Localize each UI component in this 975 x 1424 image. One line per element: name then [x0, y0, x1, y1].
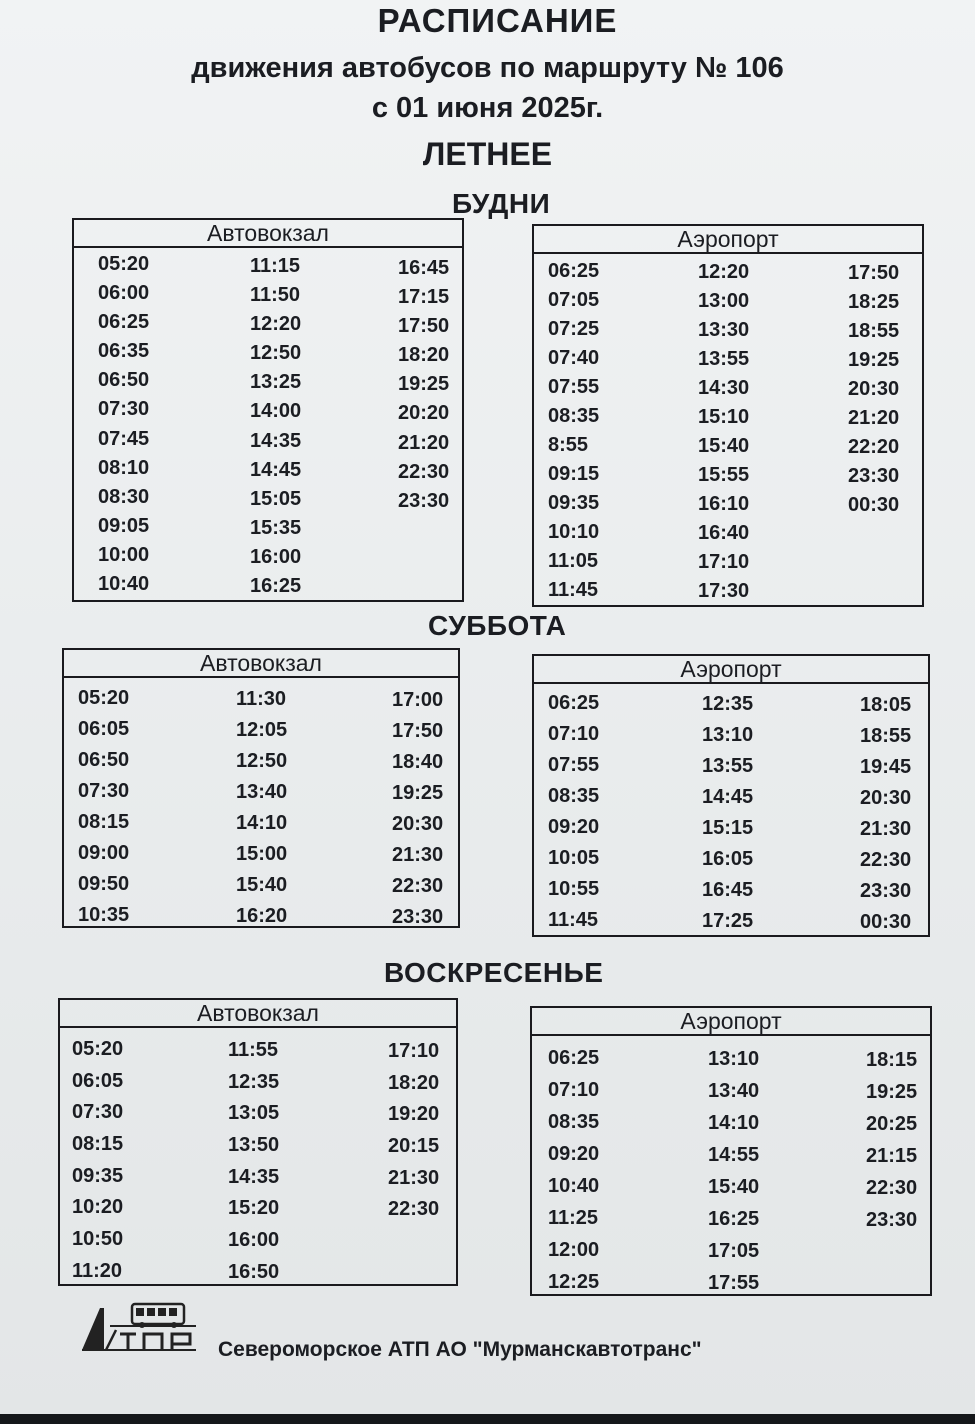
departure-time: 06:50	[98, 369, 150, 392]
departure-time: 19:25	[392, 782, 444, 804]
departure-time: 11:05	[548, 550, 599, 572]
time-column	[702, 689, 753, 937]
departure-time: 10:00	[98, 543, 150, 566]
departure-time: 16:40	[698, 522, 750, 544]
departure-time: 12:25	[548, 1271, 600, 1293]
time-column	[398, 254, 449, 516]
departure-time: 12:20	[250, 313, 302, 336]
departure-time: 20:30	[860, 787, 912, 809]
departure-time: 17:00	[392, 689, 444, 711]
departure-time: 14:35	[228, 1165, 280, 1188]
time-column	[548, 1042, 599, 1298]
departure-time: 15:15	[702, 817, 754, 839]
departure-time: 21:20	[848, 407, 900, 429]
sunday-airport-table	[530, 1006, 932, 1296]
departure-time: 07:30	[78, 780, 130, 802]
departure-time: 20:30	[392, 813, 444, 835]
departure-time: 18:20	[398, 344, 450, 367]
departure-time: 08:30	[98, 485, 150, 508]
departure-time: 16:25	[250, 575, 302, 598]
departure-time: 13:40	[236, 781, 288, 803]
departure-time: 07:25	[548, 318, 600, 340]
departure-time: 17:10	[388, 1040, 440, 1062]
departure-time: 12:50	[250, 342, 302, 365]
departure-time: 16:05	[702, 848, 754, 870]
departure-time: 11:50	[250, 284, 301, 307]
time-column	[388, 1036, 439, 1226]
departure-time: 13:05	[228, 1102, 280, 1125]
departure-time: 21:30	[388, 1166, 440, 1189]
time-column	[236, 684, 287, 932]
departure-time: 10:10	[548, 521, 600, 543]
departure-time: 20:15	[388, 1135, 440, 1158]
section-title-saturday: СУББОТА	[428, 610, 567, 641]
departure-time: 11:15	[250, 255, 301, 277]
departure-time: 19:45	[860, 756, 912, 778]
departure-time: 18:05	[860, 694, 912, 716]
departure-time: 16:25	[708, 1208, 760, 1230]
table-header: Автовокзал	[60, 1000, 456, 1028]
page-title: РАСПИСАНИЕ	[377, 2, 618, 39]
departure-time: 09:50	[78, 873, 130, 895]
departure-time: 06:00	[98, 282, 150, 305]
departure-time: 18:55	[848, 320, 900, 342]
departure-time: 09:00	[78, 842, 130, 864]
time-column	[860, 690, 911, 938]
departure-time: 22:30	[388, 1198, 440, 1221]
departure-time: 07:45	[98, 427, 150, 450]
departure-time: 21:15	[866, 1145, 918, 1167]
departure-time: 10:05	[548, 847, 600, 869]
departure-time: 11:45	[548, 909, 599, 931]
departure-time: 09:20	[548, 1143, 600, 1165]
departure-time: 11:30	[236, 688, 287, 710]
table-header: Аэропорт	[532, 1008, 930, 1036]
departure-time: 16:45	[702, 879, 754, 901]
departure-time: 23:30	[392, 906, 444, 928]
company-name: Североморское АТП АО "Мурманскавтотранс"	[218, 1338, 702, 1361]
time-column	[848, 259, 899, 520]
departure-time: 08:35	[548, 405, 600, 427]
departure-time: 10:35	[78, 904, 130, 926]
departure-time: 12:35	[228, 1070, 280, 1093]
departure-time: 10:20	[72, 1196, 124, 1219]
departure-time: 19:25	[866, 1081, 918, 1103]
departure-time: 23:30	[860, 880, 912, 902]
departure-time: 16:50	[228, 1260, 280, 1283]
departure-time: 09:35	[72, 1164, 124, 1187]
departure-time: 15:40	[708, 1176, 760, 1198]
departure-time: 21:30	[860, 818, 912, 840]
departure-time: 16:45	[398, 257, 450, 279]
table-header: Аэропорт	[534, 656, 928, 684]
time-column	[548, 257, 599, 605]
departure-time: 19:25	[848, 349, 900, 371]
time-column	[72, 1034, 123, 1288]
departure-time: 23:30	[866, 1209, 918, 1231]
departure-time: 13:25	[250, 371, 302, 394]
departure-time: 05:20	[98, 253, 150, 275]
departure-time: 07:40	[548, 347, 600, 369]
departure-time: 23:30	[398, 489, 450, 512]
departure-time: 06:25	[98, 311, 150, 334]
departure-time: 08:15	[72, 1133, 124, 1156]
departure-time: 17:50	[848, 262, 900, 284]
table-body	[532, 1036, 930, 1296]
departure-time: 06:05	[72, 1069, 124, 1092]
departure-time: 07:30	[72, 1101, 124, 1124]
time-column	[708, 1043, 759, 1299]
saturday-airport-table	[532, 654, 930, 937]
section-title-weekdays: БУДНИ	[452, 188, 551, 219]
departure-time: 09:35	[548, 492, 600, 514]
departure-time: 13:50	[228, 1134, 280, 1157]
departure-time: 15:00	[236, 843, 288, 865]
departure-time: 15:20	[228, 1197, 280, 1220]
departure-time: 11:55	[228, 1039, 279, 1061]
departure-time: 13:55	[702, 755, 754, 777]
departure-time: 07:05	[548, 289, 600, 311]
departure-time: 10:50	[72, 1228, 124, 1251]
departure-time: 12:35	[702, 693, 754, 715]
departure-time: 14:30	[698, 377, 750, 399]
departure-time: 07:10	[548, 723, 600, 745]
departure-time: 20:20	[398, 402, 450, 425]
departure-time: 06:25	[548, 692, 600, 714]
departure-time: 19:25	[398, 373, 450, 396]
time-column	[250, 252, 301, 601]
departure-time: 10:55	[548, 878, 600, 900]
departure-time: 22:30	[866, 1177, 918, 1199]
saturday-bus-station-table	[62, 648, 460, 928]
time-column	[228, 1035, 279, 1289]
departure-time: 15:40	[698, 435, 750, 457]
departure-time: 17:50	[392, 720, 444, 742]
departure-time: 19:20	[388, 1103, 440, 1126]
departure-time: 09:05	[98, 514, 150, 537]
company-logo	[80, 1300, 198, 1352]
time-column	[548, 688, 599, 936]
table-header: Автовокзал	[64, 650, 458, 678]
time-column	[698, 258, 749, 606]
departure-time: 18:40	[392, 751, 444, 773]
departure-time: 13:30	[698, 319, 750, 341]
departure-time: 17:50	[398, 315, 450, 338]
departure-time: 10:40	[98, 573, 150, 596]
weekdays-airport-table	[532, 224, 924, 607]
departure-time: 13:10	[702, 724, 754, 746]
departure-time: 15:55	[698, 464, 750, 486]
departure-time: 20:25	[866, 1113, 918, 1135]
departure-time: 13:55	[698, 348, 750, 370]
table-body	[534, 254, 922, 604]
departure-time: 18:55	[860, 725, 912, 747]
effective-date: с 01 июня 2025г.	[371, 92, 604, 124]
departure-time: 21:20	[398, 431, 450, 454]
departure-time: 17:30	[698, 580, 750, 602]
season-label: ЛЕТНЕЕ	[422, 136, 553, 172]
time-column	[78, 683, 129, 931]
departure-time: 22:30	[392, 875, 444, 897]
departure-time: 15:10	[698, 406, 750, 428]
departure-time: 12:20	[698, 261, 750, 283]
table-header: Аэропорт	[534, 226, 922, 254]
departure-time: 12:00	[548, 1239, 600, 1261]
departure-time: 05:20	[72, 1038, 124, 1060]
sunday-bus-station-table	[58, 998, 458, 1286]
departure-time: 20:30	[848, 378, 900, 400]
departure-time: 14:10	[708, 1112, 760, 1134]
page-subtitle: движения автобусов по маршруту № 106	[191, 52, 784, 84]
departure-time: 13:40	[708, 1080, 760, 1102]
departure-time: 17:25	[702, 910, 754, 932]
departure-time: 17:10	[698, 551, 750, 573]
departure-time: 13:00	[698, 290, 750, 312]
departure-time: 8:55	[548, 434, 589, 456]
section-title-sunday: ВОСКРЕСЕНЬЕ	[384, 957, 604, 988]
departure-time: 06:05	[78, 718, 130, 740]
weekdays-bus-station-table	[72, 218, 464, 602]
departure-time: 09:20	[548, 816, 600, 838]
bus-icon	[110, 1304, 196, 1328]
departure-time: 11:25	[548, 1207, 599, 1229]
departure-time: 15:35	[250, 516, 302, 539]
departure-time: 07:55	[548, 754, 600, 776]
table-body	[60, 1028, 456, 1286]
departure-time: 18:25	[848, 291, 900, 313]
departure-time: 15:05	[250, 487, 302, 510]
departure-time: 18:20	[388, 1071, 440, 1094]
departure-time: 17:15	[398, 286, 450, 309]
departure-time: 15:40	[236, 874, 288, 896]
bottom-edge	[0, 1414, 975, 1424]
departure-time: 16:20	[236, 905, 288, 927]
departure-time: 12:50	[236, 750, 288, 772]
departure-time: 08:15	[78, 811, 130, 833]
time-column	[392, 685, 443, 933]
departure-time: 14:45	[250, 458, 302, 481]
departure-time: 06:35	[98, 340, 150, 363]
departure-time: 06:25	[548, 1047, 600, 1069]
departure-time: 14:35	[250, 429, 302, 452]
departure-time: 18:15	[866, 1049, 918, 1071]
departure-time: 11:20	[72, 1259, 123, 1282]
departure-time: 23:30	[848, 465, 900, 487]
departure-time: 07:30	[98, 398, 150, 421]
table-body	[534, 684, 928, 936]
departure-time: 22:20	[848, 436, 900, 458]
departure-time: 21:30	[392, 844, 444, 866]
departure-time: 14:45	[702, 786, 754, 808]
departure-time: 07:10	[548, 1079, 600, 1101]
departure-time: 10:40	[548, 1175, 600, 1197]
departure-time: 08:10	[98, 456, 150, 479]
departure-time: 14:55	[708, 1144, 760, 1166]
departure-time: 08:35	[548, 785, 600, 807]
departure-time: 09:15	[548, 463, 600, 485]
departure-time: 14:10	[236, 812, 288, 834]
table-body	[64, 678, 458, 928]
departure-time: 07:55	[548, 376, 600, 398]
departure-time: 13:10	[708, 1048, 760, 1070]
departure-time: 16:00	[250, 545, 302, 568]
time-column	[98, 250, 149, 599]
table-header: Автовокзал	[74, 220, 462, 248]
departure-time: 05:20	[78, 687, 130, 709]
time-column	[866, 1044, 917, 1236]
departure-time: 22:30	[398, 460, 450, 483]
departure-time: 17:55	[708, 1272, 760, 1294]
departure-time: 16:10	[698, 493, 750, 515]
departure-time: 17:05	[708, 1240, 760, 1262]
departure-time: 00:30	[860, 911, 912, 933]
departure-time: 16:00	[228, 1229, 280, 1252]
departure-time: 12:05	[236, 719, 288, 741]
departure-time: 14:00	[250, 400, 302, 423]
departure-time: 06:50	[78, 749, 130, 771]
table-body	[74, 248, 462, 598]
departure-time: 06:25	[548, 260, 600, 282]
departure-time: 00:30	[848, 494, 900, 516]
departure-time: 08:35	[548, 1111, 600, 1133]
departure-time: 22:30	[860, 849, 912, 871]
departure-time: 11:45	[548, 579, 599, 601]
